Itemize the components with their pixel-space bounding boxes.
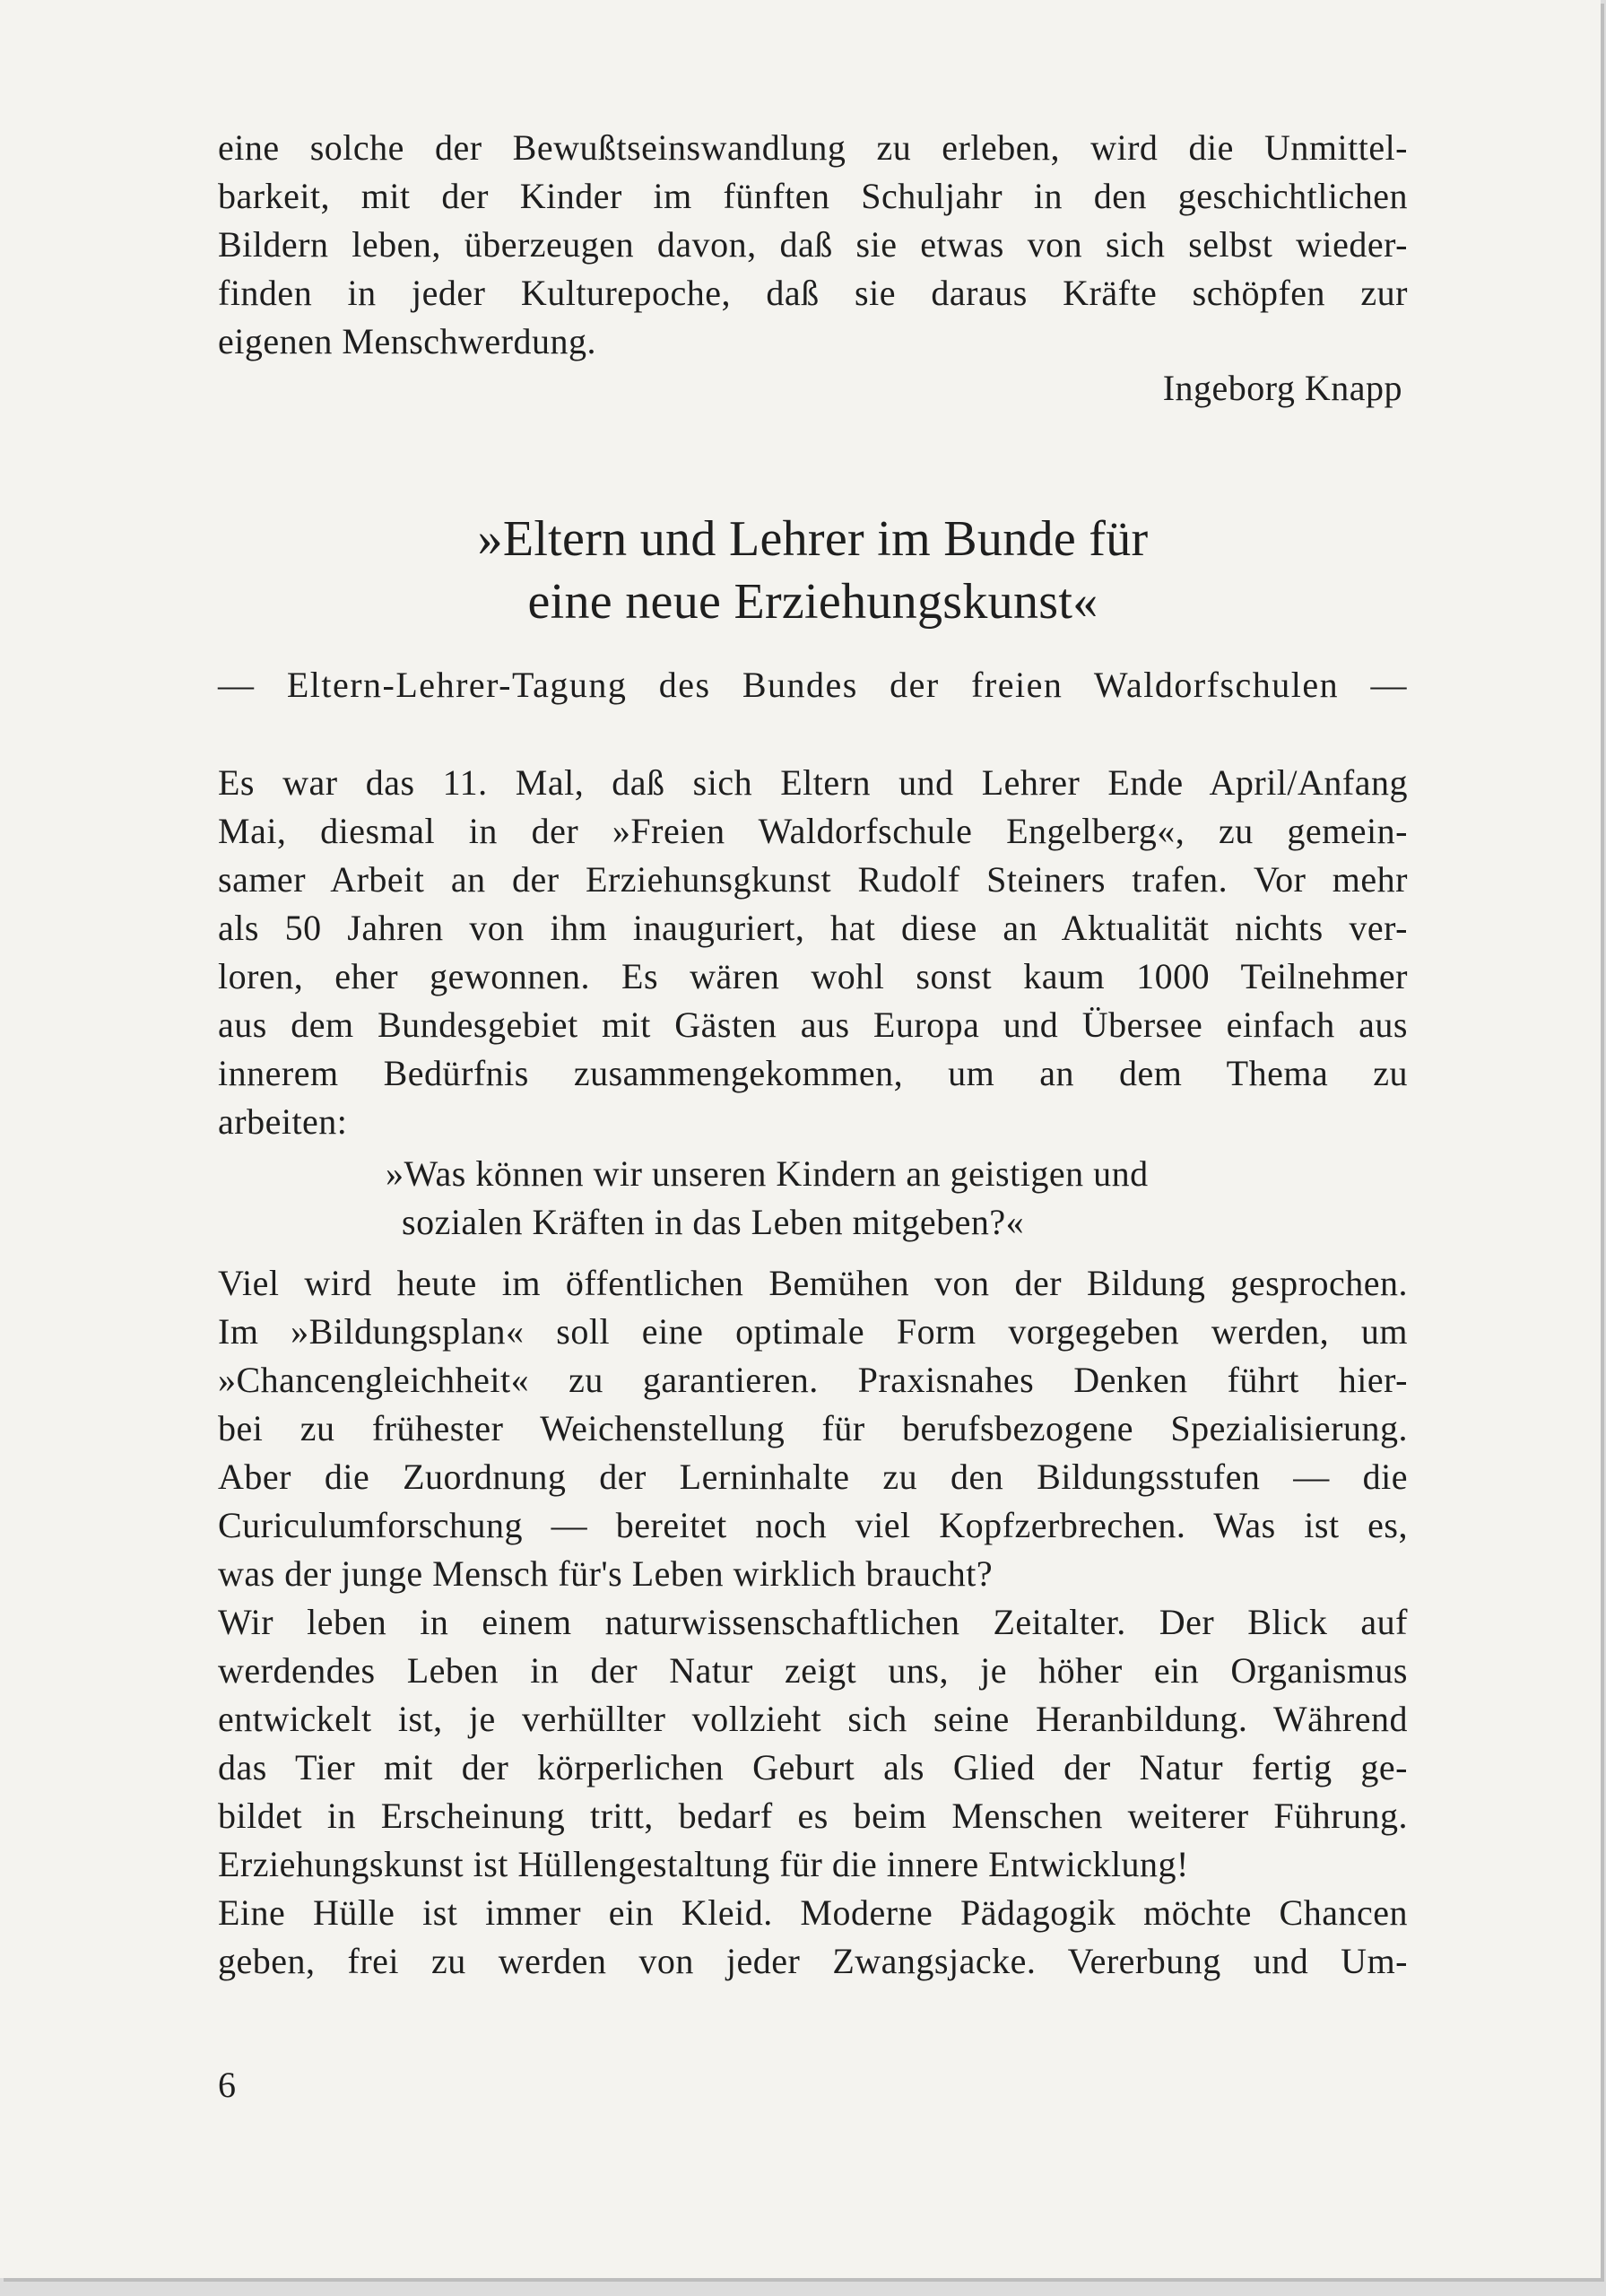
text-line: samer Arbeit an der Erziehunsgkunst Rudolf Steiners trafen. Vor mehr bbox=[218, 859, 1408, 900]
title-line: eine neue Erziehungskunst« bbox=[527, 574, 1098, 630]
intro-paragraph bbox=[218, 124, 1408, 366]
text-line: Wir leben in einem naturwissenschaftlichen Zeitalter. Der Blick auf bbox=[218, 1602, 1408, 1642]
text-line: geben, frei zu werden von jeder Zwangsjacke. Vererbung und Um- bbox=[218, 1941, 1408, 1981]
body-paragraph-3 bbox=[218, 1598, 1408, 1889]
text-line: »Chancengleichheit« zu garantieren. Praxisnahes Denken führt hier- bbox=[218, 1360, 1408, 1400]
theme-quote bbox=[386, 1150, 1149, 1247]
text-line: entwickelt ist, je verhüllter vollzieht sich seine Heranbildung. Während bbox=[218, 1699, 1408, 1739]
quote-line: »Was können wir unseren Kindern an geistigen und bbox=[386, 1153, 1149, 1194]
text-line: Curiculumforschung — bereitet noch viel Kopfzerbrechen. Was ist es, bbox=[218, 1505, 1408, 1545]
text-line: als 50 Jahren von ihm inauguriert, hat diese an Aktualität nichts ver- bbox=[218, 908, 1408, 948]
article-subtitle: — Eltern-Lehrer-Tagung des Bundes der freien Waldorfschulen — bbox=[218, 665, 1408, 705]
text-line: bei zu frühester Weichenstellung für berufsbezogene Spezialisierung. bbox=[218, 1408, 1408, 1448]
text-line: eigenen Menschwerdung. bbox=[218, 321, 596, 361]
text-line: Bildern leben, überzeugen davon, daß sie etwas von sich selbst wieder- bbox=[218, 224, 1408, 265]
text-line: Mai, diesmal in der »Freien Waldorfschule Engelberg«, zu gemein- bbox=[218, 811, 1408, 851]
text-line: Aber die Zuordnung der Lerninhalte zu den Bildungsstufen — die bbox=[218, 1457, 1408, 1497]
text-line: eine solche der Bewußtseinswandlung zu erleben, wird die Unmittel- bbox=[218, 127, 1408, 168]
body-paragraph-4 bbox=[218, 1889, 1408, 1986]
body-paragraph-1 bbox=[218, 759, 1408, 1146]
text-line: das Tier mit der körperlichen Geburt als Glied der Natur fertig ge- bbox=[218, 1747, 1408, 1787]
page-number: 6 bbox=[218, 2065, 236, 2105]
text-line: barkeit, mit der Kinder im fünften Schuljahr in den geschichtlichen bbox=[218, 176, 1408, 216]
text-line: Es war das 11. Mal, daß sich Eltern und Lehrer Ende April/Anfang bbox=[218, 762, 1408, 803]
body-paragraph-2 bbox=[218, 1259, 1408, 1598]
text-line: Erziehungskunst ist Hüllengestaltung für die innere Entwicklung! bbox=[218, 1844, 1189, 1884]
text-line: Im »Bildungsplan« soll eine optimale Form vorgegeben werden, um bbox=[218, 1311, 1408, 1352]
text-line: was der junge Mensch für's Leben wirklich braucht? bbox=[218, 1553, 994, 1594]
quote-line: sozialen Kräften in das Leben mitgeben?« bbox=[402, 1202, 1025, 1242]
text-line: Viel wird heute im öffentlichen Bemühen von der Bildung gesprochen. bbox=[218, 1263, 1408, 1303]
text-line: Eine Hülle ist immer ein Kleid. Moderne Pädagogik möchte Chancen bbox=[218, 1892, 1408, 1933]
article-title bbox=[218, 508, 1408, 633]
title-line: »Eltern und Lehrer im Bunde für bbox=[477, 511, 1149, 567]
text-line: innerem Bedürfnis zusammengekommen, um an dem Thema zu bbox=[218, 1053, 1408, 1093]
text-line: aus dem Bundesgebiet mit Gästen aus Europa und Übersee einfach aus bbox=[218, 1004, 1408, 1045]
text-line: bildet in Erscheinung tritt, bedarf es beim Menschen weiterer Führung. bbox=[218, 1796, 1408, 1836]
text-line: finden in jeder Kulturepoche, daß sie daraus Kräfte schöpfen zur bbox=[218, 273, 1408, 313]
text-line: werdendes Leben in der Natur zeigt uns, je höher ein Organismus bbox=[218, 1650, 1408, 1691]
text-line: arbeiten: bbox=[218, 1101, 348, 1142]
text-line: loren, eher gewonnen. Es wären wohl sonst kaum 1000 Teilnehmer bbox=[218, 956, 1408, 996]
author-signature: Ingeborg Knapp bbox=[1162, 368, 1402, 408]
